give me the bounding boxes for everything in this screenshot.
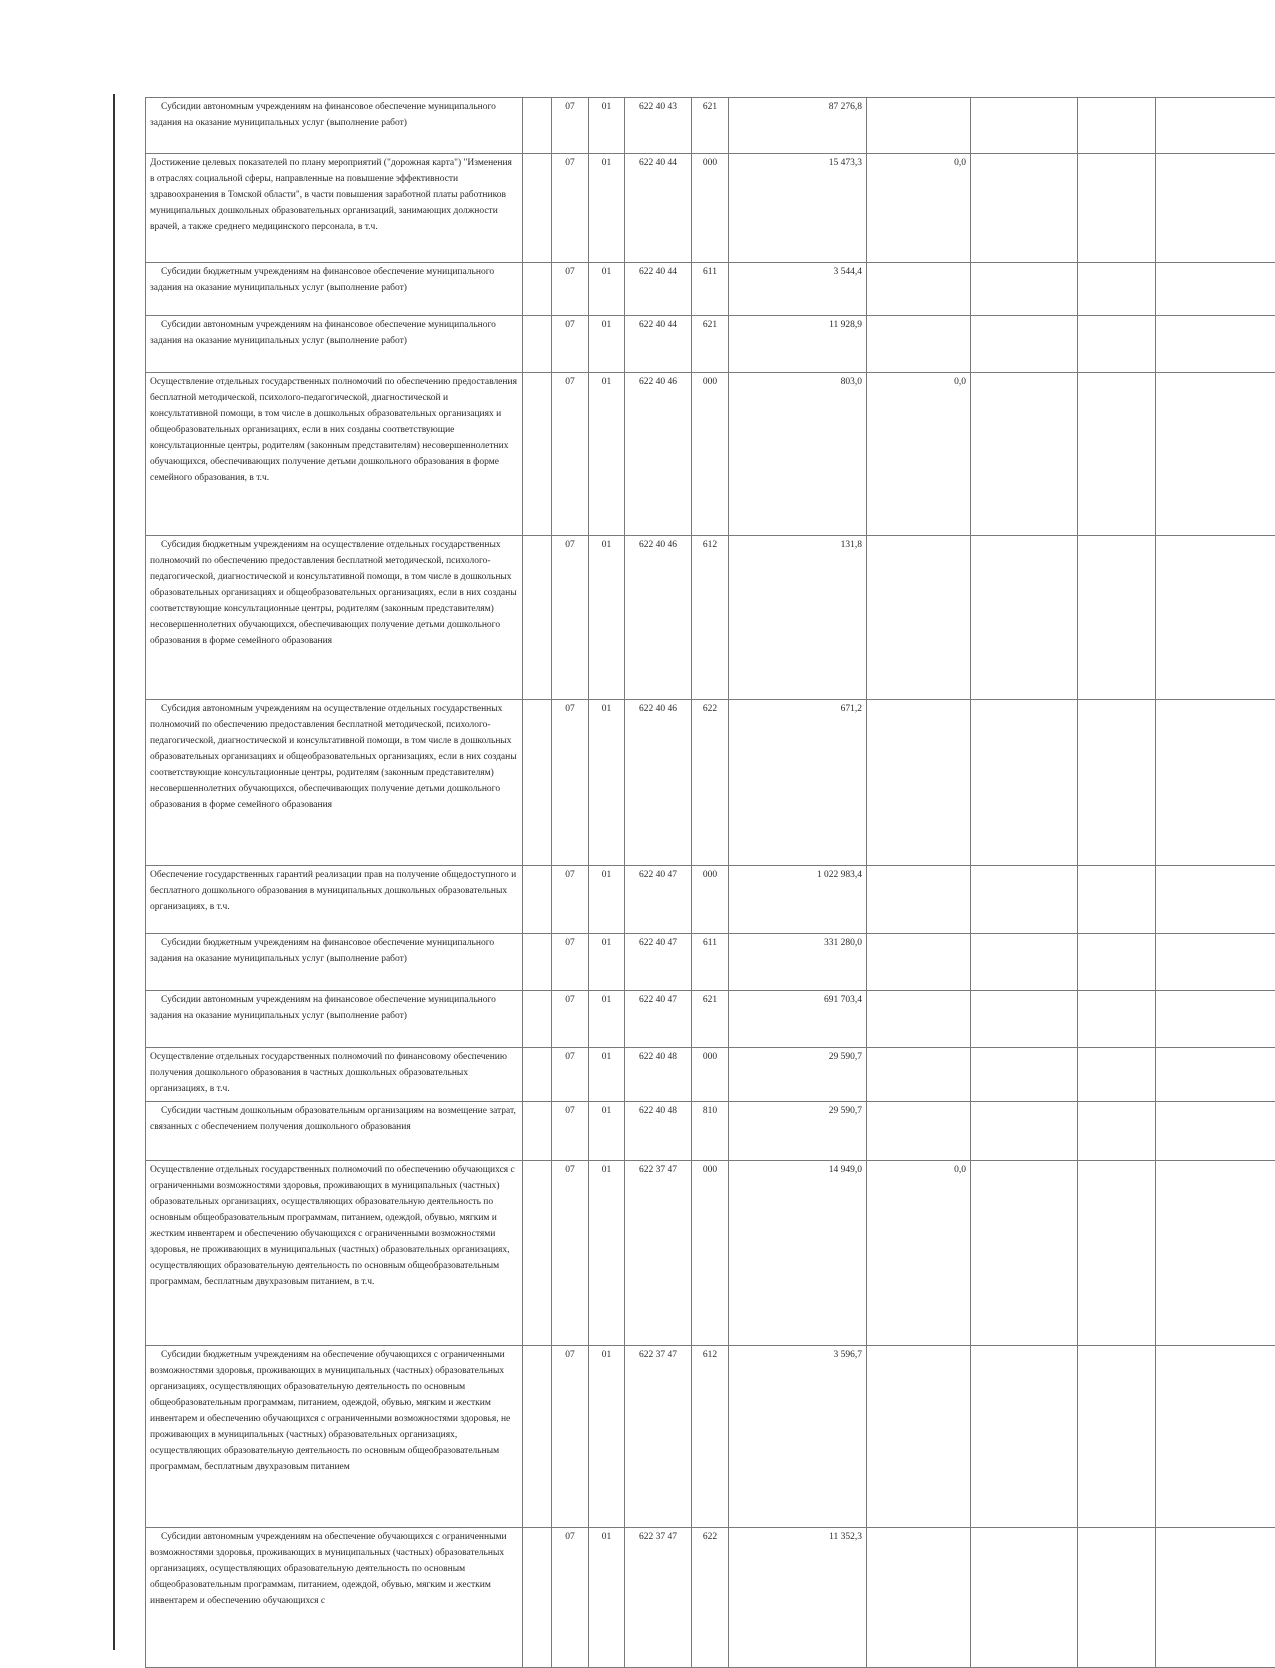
row-description: Осуществление отдельных государственных полномочий по обеспечению обучающихся с ограниченными возможностями здоровья, проживающих в муниципальных (частных) образовательных организациях, осуществляющих образовательную деятельность по основным общеобразовательным программам, питанием, одеждой, обувью, мягким и жестким инвентарем и обеспечению обучающихся с ограниченными возможностями здоровья, не проживающих в муниципальных (частных) образовательных организациях, осуществляющих образовательную деятельность по основным общеобразовательным программам, бесплатным двухразовым питанием, в т.ч. <box>146 1161 523 1346</box>
empty-cell <box>971 536 1078 700</box>
section-code: 07 <box>552 1048 589 1102</box>
empty-cell <box>1078 536 1156 700</box>
spacer-cell <box>523 1048 552 1102</box>
target-article-code: 622 37 47 <box>625 1161 692 1346</box>
target-article-code: 622 37 47 <box>625 1528 692 1668</box>
section-code: 07 <box>552 98 589 154</box>
expense-type-code: 622 <box>692 1528 729 1668</box>
spacer-cell <box>523 316 552 373</box>
extra-amount-value <box>867 98 971 154</box>
empty-cell <box>1156 316 1275 373</box>
extra-amount-value <box>867 991 971 1048</box>
section-code: 07 <box>552 700 589 866</box>
expense-type-code: 000 <box>692 373 729 536</box>
amount-value: 29 590,7 <box>729 1048 867 1102</box>
spacer-cell <box>523 866 552 934</box>
subsection-code: 01 <box>589 934 625 991</box>
expense-type-code: 000 <box>692 1161 729 1346</box>
empty-cell <box>1156 1528 1275 1668</box>
subsection-code: 01 <box>589 1102 625 1161</box>
expense-type-code: 611 <box>692 934 729 991</box>
empty-cell <box>971 1528 1078 1668</box>
empty-cell <box>971 373 1078 536</box>
empty-cell <box>1078 991 1156 1048</box>
expense-type-code: 621 <box>692 98 729 154</box>
target-article-code: 622 40 47 <box>625 991 692 1048</box>
table-row <box>146 98 1275 154</box>
table-row <box>146 316 1275 373</box>
target-article-code: 622 40 44 <box>625 263 692 316</box>
extra-amount-value <box>867 1528 971 1668</box>
spacer-cell <box>523 154 552 263</box>
target-article-code: 622 40 44 <box>625 316 692 373</box>
expense-type-code: 000 <box>692 154 729 263</box>
row-description: Субсидия бюджетным учреждениям на осуществление отдельных государственных полномочий по обеспечению предоставления бесплатной методической, психолого-педагогической, диагностической и консультативной помощи, в том числе в дошкольных образовательных организациях и общеобразовательных организациях, если в них созданы соответствующие консультационные центры, родителям (законным представителям) несовершеннолетних обучающихся, обеспечивающих получение детьми дошкольного образования в форме семейного образования <box>146 536 523 700</box>
expense-type-code: 621 <box>692 991 729 1048</box>
empty-cell <box>1156 1161 1275 1346</box>
empty-cell <box>1156 373 1275 536</box>
subsection-code: 01 <box>589 866 625 934</box>
extra-amount-value: 0,0 <box>867 154 971 263</box>
empty-cell <box>971 991 1078 1048</box>
row-description: Обеспечение государственных гарантий реализации прав на получение общедоступного и бесплатного дошкольного образования в муниципальных дошкольных образовательных организациях, в т.ч. <box>146 866 523 934</box>
target-article-code: 622 40 46 <box>625 373 692 536</box>
subsection-code: 01 <box>589 1528 625 1668</box>
subsection-code: 01 <box>589 991 625 1048</box>
budget-table <box>145 97 1275 1668</box>
table-row <box>146 1102 1275 1161</box>
empty-cell <box>1156 98 1275 154</box>
empty-cell <box>1078 316 1156 373</box>
target-article-code: 622 40 43 <box>625 98 692 154</box>
table-row <box>146 263 1275 316</box>
empty-cell <box>971 98 1078 154</box>
empty-cell <box>1078 1048 1156 1102</box>
empty-cell <box>1078 1528 1156 1668</box>
extra-amount-value <box>867 700 971 866</box>
subsection-code: 01 <box>589 316 625 373</box>
row-description: Субсидии бюджетным учреждениям на финансовое обеспечение муниципального задания на оказание муниципальных услуг (выполнение работ) <box>146 263 523 316</box>
section-code: 07 <box>552 1528 589 1668</box>
row-description: Субсидия автономным учреждениям на осуществление отдельных государственных полномочий по обеспечению предоставления бесплатной методической, психолого-педагогической, диагностической и консультативной помощи, в том числе в дошкольных образовательных организациях и общеобразовательных организациях, если в них созданы соответствующие консультационные центры, родителям (законным представителям) несовершеннолетних обучающихся, обеспечивающих получение детьми дошкольного образования в форме семейного образования <box>146 700 523 866</box>
target-article-code: 622 37 47 <box>625 1346 692 1528</box>
section-code: 07 <box>552 1161 589 1346</box>
table-row <box>146 700 1275 866</box>
amount-value: 87 276,8 <box>729 98 867 154</box>
empty-cell <box>971 866 1078 934</box>
spacer-cell <box>523 1161 552 1346</box>
extra-amount-value: 0,0 <box>867 373 971 536</box>
target-article-code: 622 40 46 <box>625 700 692 866</box>
empty-cell <box>971 1346 1078 1528</box>
expense-type-code: 622 <box>692 700 729 866</box>
empty-cell <box>1078 700 1156 866</box>
empty-cell <box>971 263 1078 316</box>
table-row <box>146 934 1275 991</box>
empty-cell <box>1078 1346 1156 1528</box>
amount-value: 14 949,0 <box>729 1161 867 1346</box>
table-row <box>146 373 1275 536</box>
amount-value: 131,8 <box>729 536 867 700</box>
row-description: Субсидии автономным учреждениям на финансовое обеспечение муниципального задания на оказание муниципальных услуг (выполнение работ) <box>146 991 523 1048</box>
expense-type-code: 612 <box>692 1346 729 1528</box>
spacer-cell <box>523 373 552 536</box>
empty-cell <box>1156 536 1275 700</box>
table-row <box>146 1048 1275 1102</box>
expense-type-code: 612 <box>692 536 729 700</box>
expense-type-code: 611 <box>692 263 729 316</box>
amount-value: 29 590,7 <box>729 1102 867 1161</box>
left-margin-rule <box>113 94 115 1650</box>
subsection-code: 01 <box>589 154 625 263</box>
spacer-cell <box>523 934 552 991</box>
empty-cell <box>1156 263 1275 316</box>
extra-amount-value <box>867 1048 971 1102</box>
empty-cell <box>1078 154 1156 263</box>
empty-cell <box>1156 154 1275 263</box>
amount-value: 15 473,3 <box>729 154 867 263</box>
section-code: 07 <box>552 316 589 373</box>
empty-cell <box>1078 263 1156 316</box>
amount-value: 331 280,0 <box>729 934 867 991</box>
table-row <box>146 991 1275 1048</box>
empty-cell <box>1156 1048 1275 1102</box>
section-code: 07 <box>552 536 589 700</box>
empty-cell <box>1156 1102 1275 1161</box>
extra-amount-value <box>867 866 971 934</box>
table-row <box>146 866 1275 934</box>
empty-cell <box>1156 1346 1275 1528</box>
row-description: Субсидии автономным учреждениям на финансовое обеспечение муниципального задания на оказание муниципальных услуг (выполнение работ) <box>146 316 523 373</box>
extra-amount-value <box>867 536 971 700</box>
empty-cell <box>1156 700 1275 866</box>
extra-amount-value <box>867 263 971 316</box>
extra-amount-value <box>867 1102 971 1161</box>
spacer-cell <box>523 1102 552 1161</box>
subsection-code: 01 <box>589 1346 625 1528</box>
spacer-cell <box>523 1346 552 1528</box>
amount-value: 1 022 983,4 <box>729 866 867 934</box>
table-row <box>146 1161 1275 1346</box>
expense-type-code: 810 <box>692 1102 729 1161</box>
empty-cell <box>971 154 1078 263</box>
row-description: Субсидии бюджетным учреждениям на финансовое обеспечение муниципального задания на оказание муниципальных услуг (выполнение работ) <box>146 934 523 991</box>
subsection-code: 01 <box>589 1161 625 1346</box>
subsection-code: 01 <box>589 373 625 536</box>
target-article-code: 622 40 44 <box>625 154 692 263</box>
empty-cell <box>1078 866 1156 934</box>
table-row <box>146 1346 1275 1528</box>
empty-cell <box>971 700 1078 866</box>
table-row <box>146 1528 1275 1668</box>
spacer-cell <box>523 991 552 1048</box>
empty-cell <box>1078 934 1156 991</box>
table-row <box>146 154 1275 263</box>
empty-cell <box>1156 934 1275 991</box>
row-description: Осуществление отдельных государственных полномочий по финансовому обеспечению получения дошкольного образования в частных дошкольных образовательных организациях, в т.ч. <box>146 1048 523 1102</box>
subsection-code: 01 <box>589 1048 625 1102</box>
target-article-code: 622 40 47 <box>625 934 692 991</box>
amount-value: 671,2 <box>729 700 867 866</box>
amount-value: 3 596,7 <box>729 1346 867 1528</box>
section-code: 07 <box>552 866 589 934</box>
subsection-code: 01 <box>589 263 625 316</box>
extra-amount-value <box>867 1346 971 1528</box>
extra-amount-value <box>867 934 971 991</box>
section-code: 07 <box>552 1346 589 1528</box>
expense-type-code: 621 <box>692 316 729 373</box>
target-article-code: 622 40 48 <box>625 1102 692 1161</box>
spacer-cell <box>523 263 552 316</box>
empty-cell <box>1156 991 1275 1048</box>
empty-cell <box>971 934 1078 991</box>
spacer-cell <box>523 98 552 154</box>
empty-cell <box>971 1161 1078 1346</box>
row-description: Субсидии бюджетным учреждениям на обеспечение обучающихся с ограниченными возможностями здоровья, проживающих в муниципальных (частных) образовательных организациях, осуществляющих образовательную деятельность по основным общеобразовательным программам, питанием, одеждой, обувью, мягким и жестким инвентарем и обеспечению обучающихся с ограниченными возможностями здоровья, не проживающих в муниципальных (частных) образовательных организациях, осуществляющих образовательную деятельность по основным общеобразовательным программам, бесплатным двухразовым питанием <box>146 1346 523 1528</box>
section-code: 07 <box>552 934 589 991</box>
row-description: Достижение целевых показателей по плану мероприятий ("дорожная карта") "Изменения в отраслях социальной сферы, направленные на повышение эффективности здравоохранения в Томской области", в части повышения заработной платы работников муниципальных дошкольных образовательных организаций, занимающих должности врачей, а также среднего медицинского персонала, в т.ч. <box>146 154 523 263</box>
expense-type-code: 000 <box>692 1048 729 1102</box>
row-description: Субсидии автономным учреждениям на финансовое обеспечение муниципального задания на оказание муниципальных услуг (выполнение работ) <box>146 98 523 154</box>
empty-cell <box>971 1102 1078 1161</box>
amount-value: 11 352,3 <box>729 1528 867 1668</box>
section-code: 07 <box>552 154 589 263</box>
extra-amount-value: 0,0 <box>867 1161 971 1346</box>
amount-value: 803,0 <box>729 373 867 536</box>
spacer-cell <box>523 700 552 866</box>
target-article-code: 622 40 48 <box>625 1048 692 1102</box>
subsection-code: 01 <box>589 700 625 866</box>
empty-cell <box>1078 1161 1156 1346</box>
empty-cell <box>1078 98 1156 154</box>
section-code: 07 <box>552 1102 589 1161</box>
empty-cell <box>971 316 1078 373</box>
spacer-cell <box>523 1528 552 1668</box>
subsection-code: 01 <box>589 536 625 700</box>
target-article-code: 622 40 46 <box>625 536 692 700</box>
section-code: 07 <box>552 373 589 536</box>
empty-cell <box>1156 866 1275 934</box>
amount-value: 3 544,4 <box>729 263 867 316</box>
section-code: 07 <box>552 263 589 316</box>
row-description: Осуществление отдельных государственных полномочий по обеспечению предоставления бесплатной методической, психолого-педагогической, диагностической и консультативной помощи, в том числе в дошкольных образовательных организациях и общеобразовательных организациях, если в них созданы соответствующие консультационные центры, родителям (законным представителям) несовершеннолетних обучающихся, обеспечивающих получение детьми дошкольного образования в форме семейного образования, в т.ч. <box>146 373 523 536</box>
table-row <box>146 536 1275 700</box>
target-article-code: 622 40 47 <box>625 866 692 934</box>
spacer-cell <box>523 536 552 700</box>
row-description: Субсидии частным дошкольным образовательным организациям на возмещение затрат, связанных с обеспечением получения дошкольного образования <box>146 1102 523 1161</box>
subsection-code: 01 <box>589 98 625 154</box>
extra-amount-value <box>867 316 971 373</box>
section-code: 07 <box>552 991 589 1048</box>
row-description: Субсидии автономным учреждениям на обеспечение обучающихся с ограниченными возможностями здоровья, проживающих в муниципальных (частных) образовательных организациях, осуществляющих образовательную деятельность по основным общеобразовательным программам, питанием, одеждой, обувью, мягким и жестким инвентарем и обеспечению обучающихся с <box>146 1528 523 1668</box>
amount-value: 11 928,9 <box>729 316 867 373</box>
expense-type-code: 000 <box>692 866 729 934</box>
empty-cell <box>1078 373 1156 536</box>
empty-cell <box>971 1048 1078 1102</box>
amount-value: 691 703,4 <box>729 991 867 1048</box>
empty-cell <box>1078 1102 1156 1161</box>
